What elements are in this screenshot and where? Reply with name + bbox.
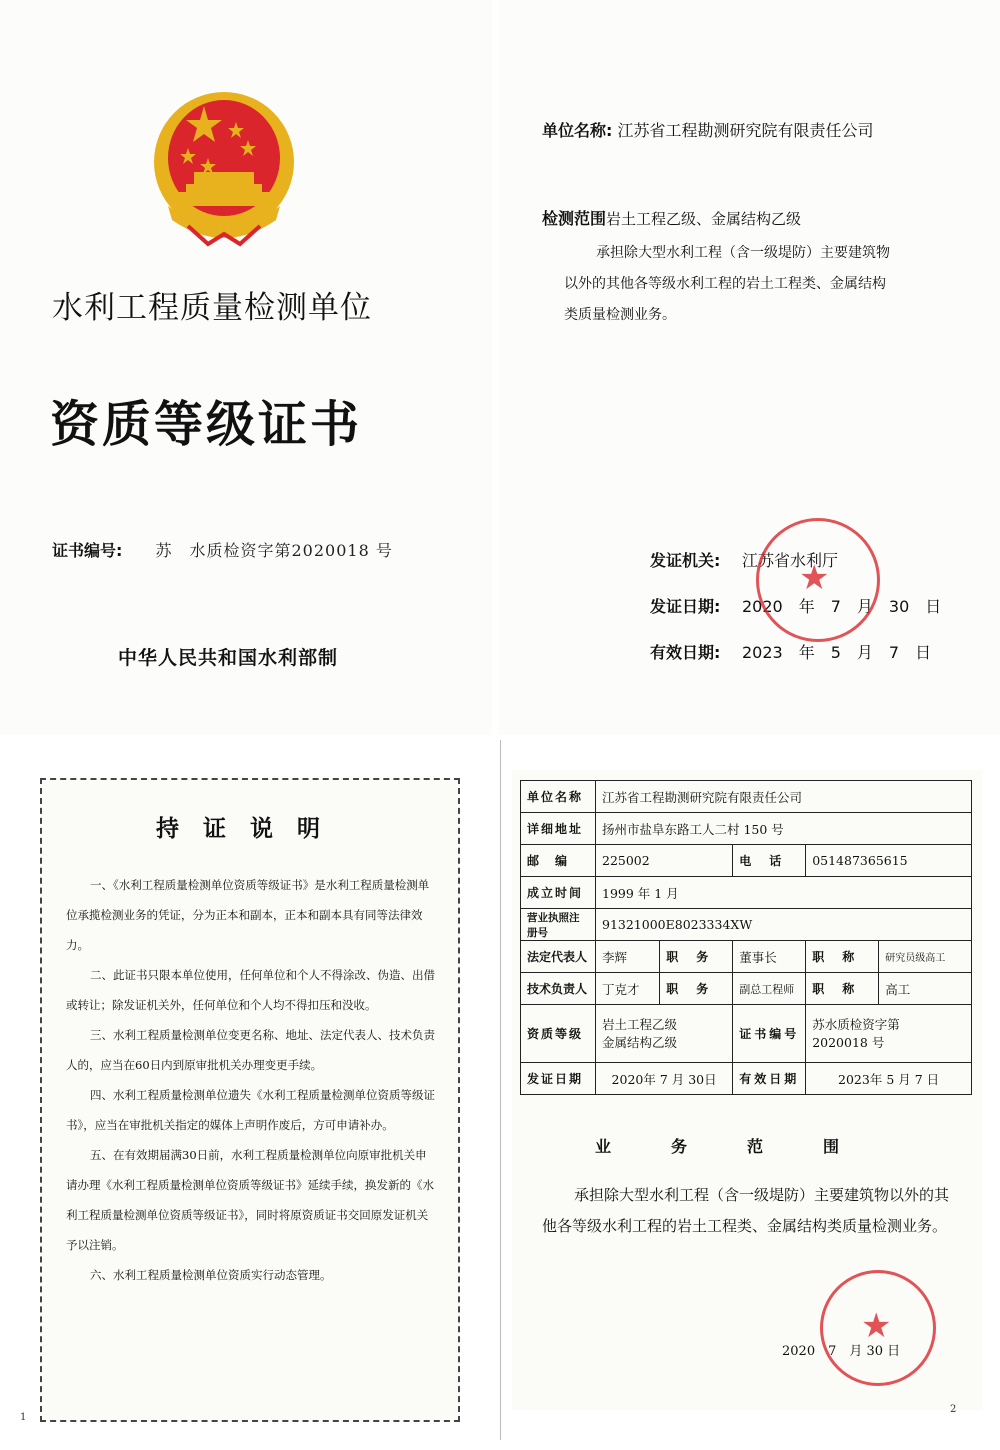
- cert-number-line: 2020018 号: [812, 1034, 885, 1050]
- certificate-info-page: [498, 0, 1000, 735]
- tech-lead-post-value: 副总工程师: [733, 973, 806, 1005]
- table-row: [521, 941, 972, 973]
- grade-label: 资质等级: [521, 1005, 596, 1063]
- certificate-register-page: [512, 770, 982, 1410]
- cert-number-value: [806, 1005, 972, 1063]
- valid-date-label: 有效日期: [733, 1063, 806, 1095]
- valid-date-label: 有效日期:: [650, 642, 721, 662]
- instruction-item: 五、在有效期届满30日前，水利工程质量检测单位向原审批机关申请办理《水利工程质量检测单位资质等级证书》延续手续，换发新的《水利工程质量检测单位资质等级证书》，同时将原资质证书交回原发证机关予以注销。: [66, 1148, 434, 1252]
- unit-name-value: 江苏省工程勘测研究院有限责任公司: [596, 781, 972, 813]
- instructions-body: [66, 870, 438, 1290]
- license-label: 营业执照注册号: [521, 909, 596, 941]
- issue-date-value: 2020年 7 月 30日: [596, 1063, 733, 1095]
- founded-value: 1999 年 1 月: [596, 877, 972, 909]
- scope-description: 承担除大型水利工程（含一级堤防）主要建筑物以外的其他各等级水利工程的岩土工程类、金属结构类质量检测业务。: [564, 245, 890, 323]
- issuer-footer: 中华人民共和国水利部制: [118, 647, 339, 669]
- instruction-item: 六、水利工程质量检测单位资质实行动态管理。: [90, 1268, 332, 1282]
- business-scope-text: 承担除大型水利工程（含一级堤防）主要建筑物以外的其他各等级水利工程的岩土工程类、金属结构类质量检测业务。: [542, 1186, 950, 1235]
- issue-date-label: 发证日期:: [650, 596, 721, 616]
- scope-label: 检测范围: [542, 209, 607, 228]
- tech-lead-title-value: 高工: [879, 973, 972, 1005]
- unit-name-row: [542, 118, 874, 141]
- table-row: [521, 845, 972, 877]
- unit-name-label: 单位名称: [521, 781, 596, 813]
- issuer-label: 发证机关:: [650, 550, 721, 570]
- certificate-number-value: 苏 水质检资字第2020018 号: [155, 541, 393, 560]
- legal-rep-value: 李辉: [596, 941, 660, 973]
- certificate-category-title: 水利工程质量检测单位: [52, 290, 372, 326]
- instruction-item: 四、水利工程质量检测单位遗失《水利工程质量检测单位资质等级证书》，应当在审批机关指定的媒体上声明作废后，方可申请补办。: [66, 1088, 435, 1132]
- cert-number-label: 证书编号: [733, 1005, 806, 1063]
- phone-label: 电 话: [733, 845, 806, 877]
- table-row: [521, 973, 972, 1005]
- table-row: [521, 781, 972, 813]
- table-row: [521, 1005, 972, 1063]
- license-value: 91321000E8023334XW: [596, 909, 972, 941]
- instruction-item: 二、此证书只限本单位使用，任何单位和个人不得涂改、伪造、出借或转让；除发证机关外，任何单位和个人均不得扣压和没收。: [66, 968, 435, 1012]
- legal-rep-title-label: 职 称: [806, 941, 879, 973]
- table-row: [521, 909, 972, 941]
- table-row: [521, 1063, 972, 1095]
- address-value: 扬州市盐阜东路工人二村 150 号: [596, 813, 972, 845]
- postcode-label: 邮 编: [521, 845, 596, 877]
- unit-name-value: 江苏省工程勘测研究院有限责任公司: [617, 121, 874, 140]
- tech-lead-value: 丁克才: [596, 973, 660, 1005]
- page-number-left: 1: [20, 1412, 27, 1423]
- phone-value: 051487365615: [806, 845, 972, 877]
- tech-lead-post-label: 职 务: [660, 973, 733, 1005]
- valid-date-value: 2023 年 5 月 7 日: [742, 642, 932, 662]
- grade-value-line: 金属结构乙级: [602, 1034, 678, 1050]
- holder-instructions: [40, 778, 460, 1422]
- page-divider: [500, 740, 501, 1440]
- instruction-item: 三、水利工程质量检测单位变更名称、地址、法定代表人、技术负责人的，应当在60日内到原审批机关办理变更手续。: [66, 1028, 435, 1072]
- table-row: [521, 877, 972, 909]
- certificate-main-title: 资质等级证书: [50, 396, 363, 453]
- legal-rep-label: 法定代表人: [521, 941, 596, 973]
- issuer-value: 江苏省水利厅: [742, 550, 839, 570]
- tech-lead-title-label: 职 称: [806, 973, 879, 1005]
- unit-name-label: 单位名称:: [542, 121, 613, 140]
- register-date: 2020 7 月 30 日: [782, 1344, 901, 1359]
- postcode-value: 225002: [596, 845, 733, 877]
- scope-row: [542, 206, 962, 229]
- scope-value: 岩土工程乙级、金属结构乙级: [606, 210, 802, 228]
- official-seal-icon: ★: [820, 1270, 936, 1386]
- certificate-number-row: [52, 538, 393, 561]
- certificate-number-label: 证书编号:: [52, 541, 123, 560]
- cert-number-line: 苏水质检资字第: [812, 1016, 900, 1032]
- founded-label: 成立时间: [521, 877, 596, 909]
- legal-rep-post-label: 职 务: [660, 941, 733, 973]
- grade-value-line: 岩土工程乙级: [602, 1016, 678, 1032]
- legal-rep-title-value: 研究员级高工: [879, 941, 972, 973]
- address-label: 详细地址: [521, 813, 596, 845]
- legal-rep-post-value: 董事长: [733, 941, 806, 973]
- grade-value: [596, 1005, 733, 1063]
- official-seal-icon: ★: [756, 518, 880, 642]
- tech-lead-label: 技术负责人: [521, 973, 596, 1005]
- issue-date-value: 2020 年 7 月 30 日: [742, 596, 942, 616]
- instruction-item: 一、《水利工程质量检测单位资质等级证书》是水利工程质量检测单位承揽检测业务的凭证，分为正本和副本，正本和副本具有同等法律效力。: [66, 878, 430, 952]
- table-row: [521, 813, 972, 845]
- register-table: [520, 780, 972, 1095]
- valid-date-value: 2023年 5 月 7 日: [806, 1063, 972, 1095]
- business-scope-title: 业务范围: [594, 1137, 899, 1156]
- instructions-title: 持证说明: [156, 815, 344, 842]
- issue-date-label: 发证日期: [521, 1063, 596, 1095]
- page-number-right: 2: [950, 1404, 957, 1415]
- certificate-cover: [0, 0, 492, 735]
- national-emblem-icon: [148, 88, 300, 248]
